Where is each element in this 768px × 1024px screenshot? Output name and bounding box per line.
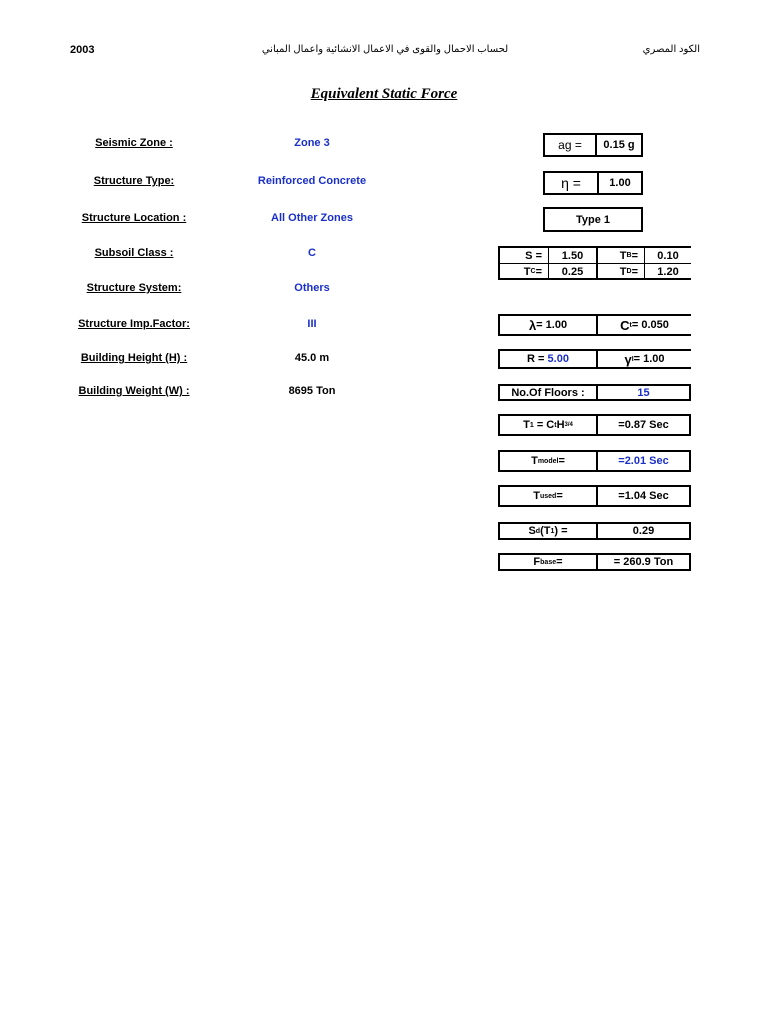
fbase-value: = 260.9 Ton (596, 555, 689, 569)
importance-factor-value: III (307, 318, 317, 330)
structure-type-value: Reinforced Concrete (257, 175, 367, 187)
eta-label: η = (561, 175, 581, 191)
s-label: S = (525, 249, 542, 262)
structure-type-label: Structure Type: (93, 175, 175, 187)
fbase-box (498, 553, 691, 571)
tused-label: T used = (533, 490, 563, 502)
floors-box (498, 384, 691, 401)
structure-location-value: All Other Zones (271, 212, 353, 224)
sd-value: 0.29 (596, 524, 689, 538)
subsoil-class-value: C (308, 247, 316, 259)
subsoil-class-label: Subsoil Class : (94, 247, 174, 259)
arabic-code-label: الكود المصري (642, 44, 700, 55)
soil-parameters-grid (498, 246, 691, 280)
tc-label: T C = (523, 265, 542, 278)
tmodel-box (498, 450, 691, 472)
structure-location-label: Structure Location : (81, 212, 187, 224)
t1-value: =0.87 Sec (596, 416, 689, 434)
fbase-label: F base = (533, 556, 563, 568)
tused-box (498, 485, 691, 507)
ag-box (543, 133, 643, 157)
arabic-title: لحساب الاحمال والقوى في الاعمال الانشائية واعمال المباني (261, 44, 509, 55)
seismic-zone-value: Zone 3 (294, 137, 330, 149)
td-value: 1.20 (644, 264, 691, 279)
seismic-zone-label: Seismic Zone : (95, 137, 173, 149)
structure-system-value: Others (294, 282, 330, 294)
eta-value: 1.00 (597, 173, 641, 193)
eta-box (543, 171, 643, 195)
sd-label: S d (T 1 ) = (528, 525, 568, 537)
r-cell: R = 5.00 (527, 353, 569, 365)
ag-label: ag = (558, 138, 582, 152)
tc-value: 0.25 (548, 264, 596, 279)
gamma-cell: γ I = 1.00 (596, 351, 691, 367)
spectrum-type-box (543, 207, 643, 232)
ag-value: 0.15 g (595, 135, 641, 155)
td-label: T D = (596, 264, 644, 279)
sd-box (498, 522, 691, 540)
tb-value: 0.10 (644, 248, 691, 263)
building-height-label: Building Height (H) : (80, 352, 188, 364)
building-weight-label: Building Weight (W) : (78, 385, 190, 397)
year-label: 2003 (70, 44, 95, 56)
tmodel-label: T model = (531, 455, 565, 467)
lambda-cell: λ = 1.00 (528, 317, 568, 333)
tused-value: =1.04 Sec (596, 487, 689, 505)
page-title: Equivalent Static Force (310, 86, 458, 102)
s-value: 1.50 (548, 248, 596, 263)
floors-label: No.Of Floors : (511, 386, 585, 399)
structure-system-label: Structure System: (86, 282, 182, 294)
floors-value: 15 (596, 386, 689, 399)
t1-formula: T 1 = C t H 3/4 (523, 419, 573, 431)
importance-factor-label: Structure Imp.Factor: (78, 318, 190, 330)
t1-box (498, 414, 691, 436)
ct-cell: C t = 0.050 (596, 316, 691, 334)
spectrum-type-value: Type 1 (575, 213, 611, 226)
building-height-value: 45.0 m (294, 352, 330, 364)
r-gamma-box (498, 349, 691, 369)
lambda-ct-box (498, 314, 691, 336)
tb-label: T B = (596, 248, 644, 263)
tmodel-value: =2.01 Sec (596, 452, 689, 470)
building-weight-value: 8695 Ton (288, 385, 336, 397)
